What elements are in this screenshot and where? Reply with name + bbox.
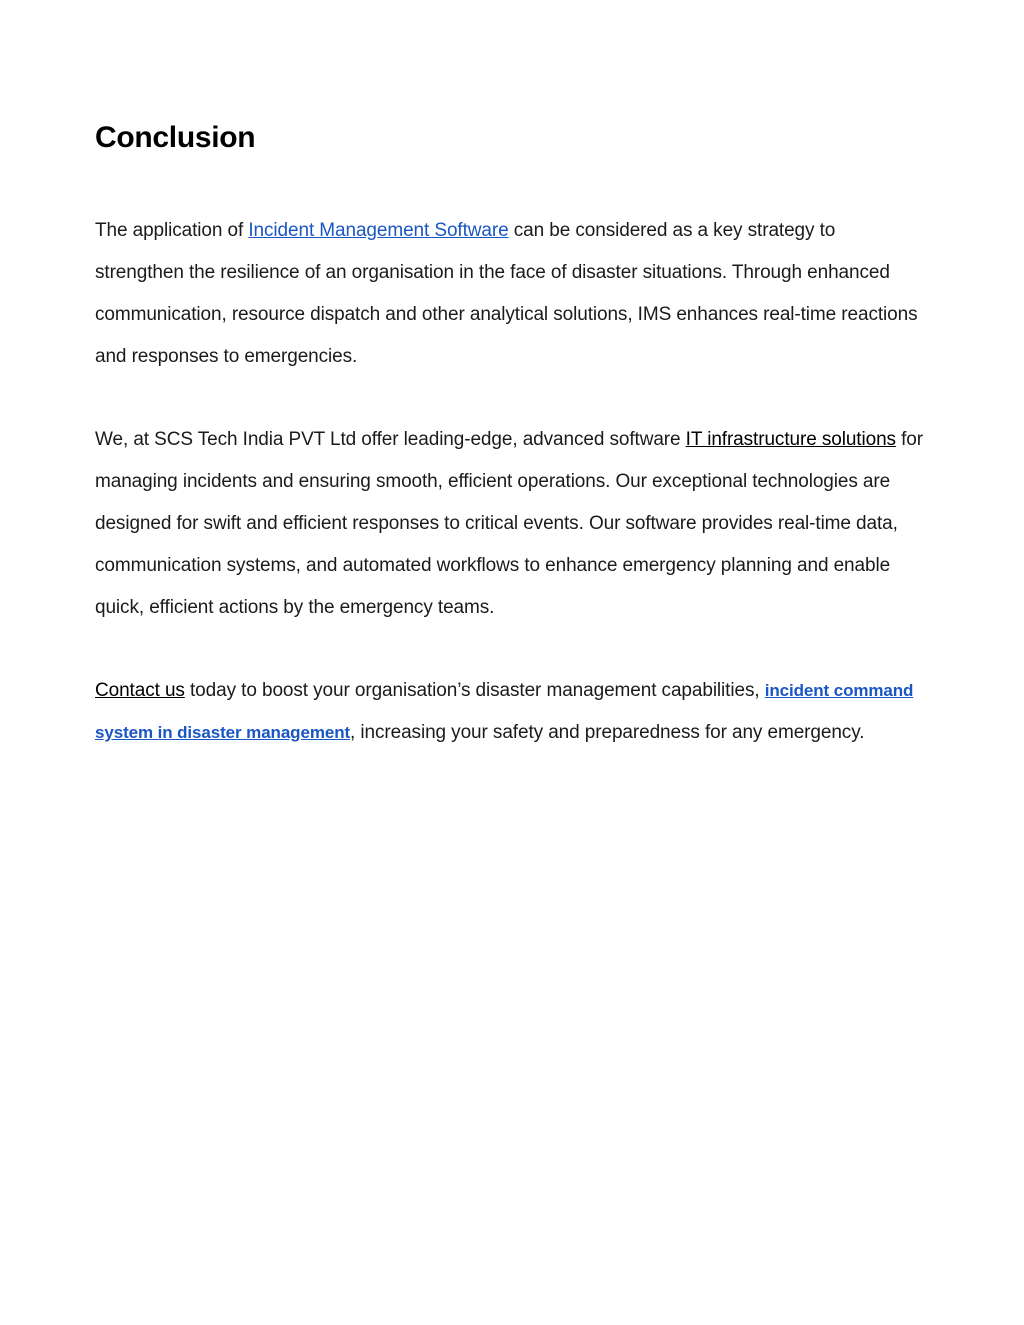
it-infrastructure-solutions-link[interactable]: IT infrastructure solutions	[685, 429, 896, 450]
contact-us-link[interactable]: Contact us	[95, 680, 185, 701]
incident-command-system-link[interactable]: incident command system in disaster management	[95, 681, 914, 742]
paragraph-company-text-after: for managing incidents and ensuring smooth, efficient operations. Our exceptional technologies are designed for swift and efficient responses to critical events. Our software provides real-time data, communication systems, and automated workflows to enhance emergency planning and enable quick, efficient actions by the emergency teams.	[95, 429, 923, 618]
page-title: Conclusion	[95, 121, 256, 154]
document-page	[95, 112, 925, 795]
paragraph-company-text-before: We, at SCS Tech India PVT Ltd offer leading-edge, advanced software	[95, 429, 686, 450]
paragraph-contact-text-after: , increasing your safety and preparedness for any emergency.	[350, 722, 865, 743]
paragraph-contact	[95, 670, 925, 754]
paragraph-intro	[95, 210, 925, 378]
paragraph-intro-text-after: can be considered as a key strategy to strengthen the resilience of an organisation in the face of disaster situations. Through enhanced communication, resource dispatch and other analytical solutions, IMS enhances real-time reactions and responses to emergencies.	[95, 220, 918, 367]
paragraph-contact-text-middle: today to boost your organisation’s disaster management capabilities,	[184, 680, 765, 701]
paragraph-intro-text-before: The application of	[95, 220, 249, 241]
incident-management-software-link[interactable]: Incident Management Software	[248, 220, 509, 241]
paragraph-company	[95, 419, 925, 629]
